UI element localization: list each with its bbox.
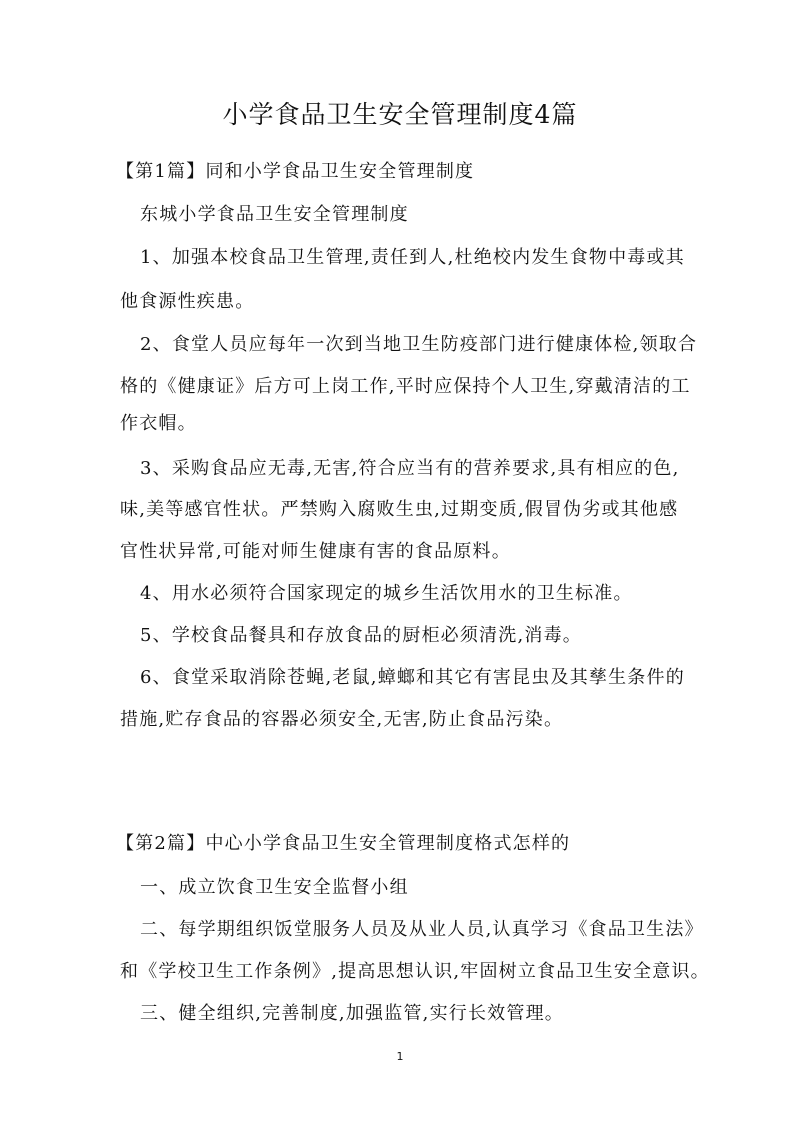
paragraph-line: 官性状异常,可能对师生健康有害的食品原料。 [120,541,511,562]
paragraph-line: 4、用水必须符合国家现定的城乡生活饮用水的卫生标准。 [140,583,633,604]
paragraph-line: 他食源性疾患。 [120,291,255,312]
paragraph-line: 二、每学期组织饭堂服务人员及从业人员,认真学习《食品卫生法》 [140,919,704,940]
document-title: 小学食品卫生安全管理制度4篇 [222,100,578,129]
paragraph-line: 5、学校食品餐具和存放食品的厨柜必须清洗,消毒。 [140,625,582,646]
paragraph-line: 味,美等感官性状。严禁购入腐败生虫,过期变质,假冒伪劣或其他感 [120,499,679,520]
paragraph-line: 和《学校卫生工作条例》,提高思想认识,牢固树立食品卫生安全意识。 [120,961,710,982]
page-number: 1 [396,1050,404,1063]
paragraph-line: 措施,贮存食品的容器必须安全,无害,防止食品污染。 [120,709,564,730]
section-heading-1: 【第1篇】同和小学食品卫生安全管理制度 [116,161,475,182]
paragraph-line: 2、食堂人员应每年一次到当地卫生防疫部门进行健康体检,领取合 [140,334,698,355]
section-heading-2: 【第2篇】中心小学食品卫生安全管理制度格式怎样的 [116,833,571,854]
paragraph-line: 格的《健康证》后方可上岗工作,平时应保持个人卫生,穿戴清洁的工 [120,376,691,397]
paragraph-line: 6、食堂采取消除苍蝇,老鼠,蟑螂和其它有害昆虫及其孳生条件的 [140,667,685,688]
paragraph-line: 1、加强本校食品卫生管理,责任到人,杜绝校内发生食物中毒或其 [140,247,685,268]
paragraph-line: 作衣帽。 [120,413,197,434]
paragraph-line: 东城小学食品卫生安全管理制度 [140,204,409,225]
paragraph-line: 三、健全组织,完善制度,加强监管,实行长效管理。 [140,1003,564,1024]
paragraph-line: 一、成立饮食卫生安全监督小组 [140,877,409,898]
paragraph-line: 3、采购食品应无毒,无害,符合应当有的营养要求,具有相应的色, [140,458,680,479]
